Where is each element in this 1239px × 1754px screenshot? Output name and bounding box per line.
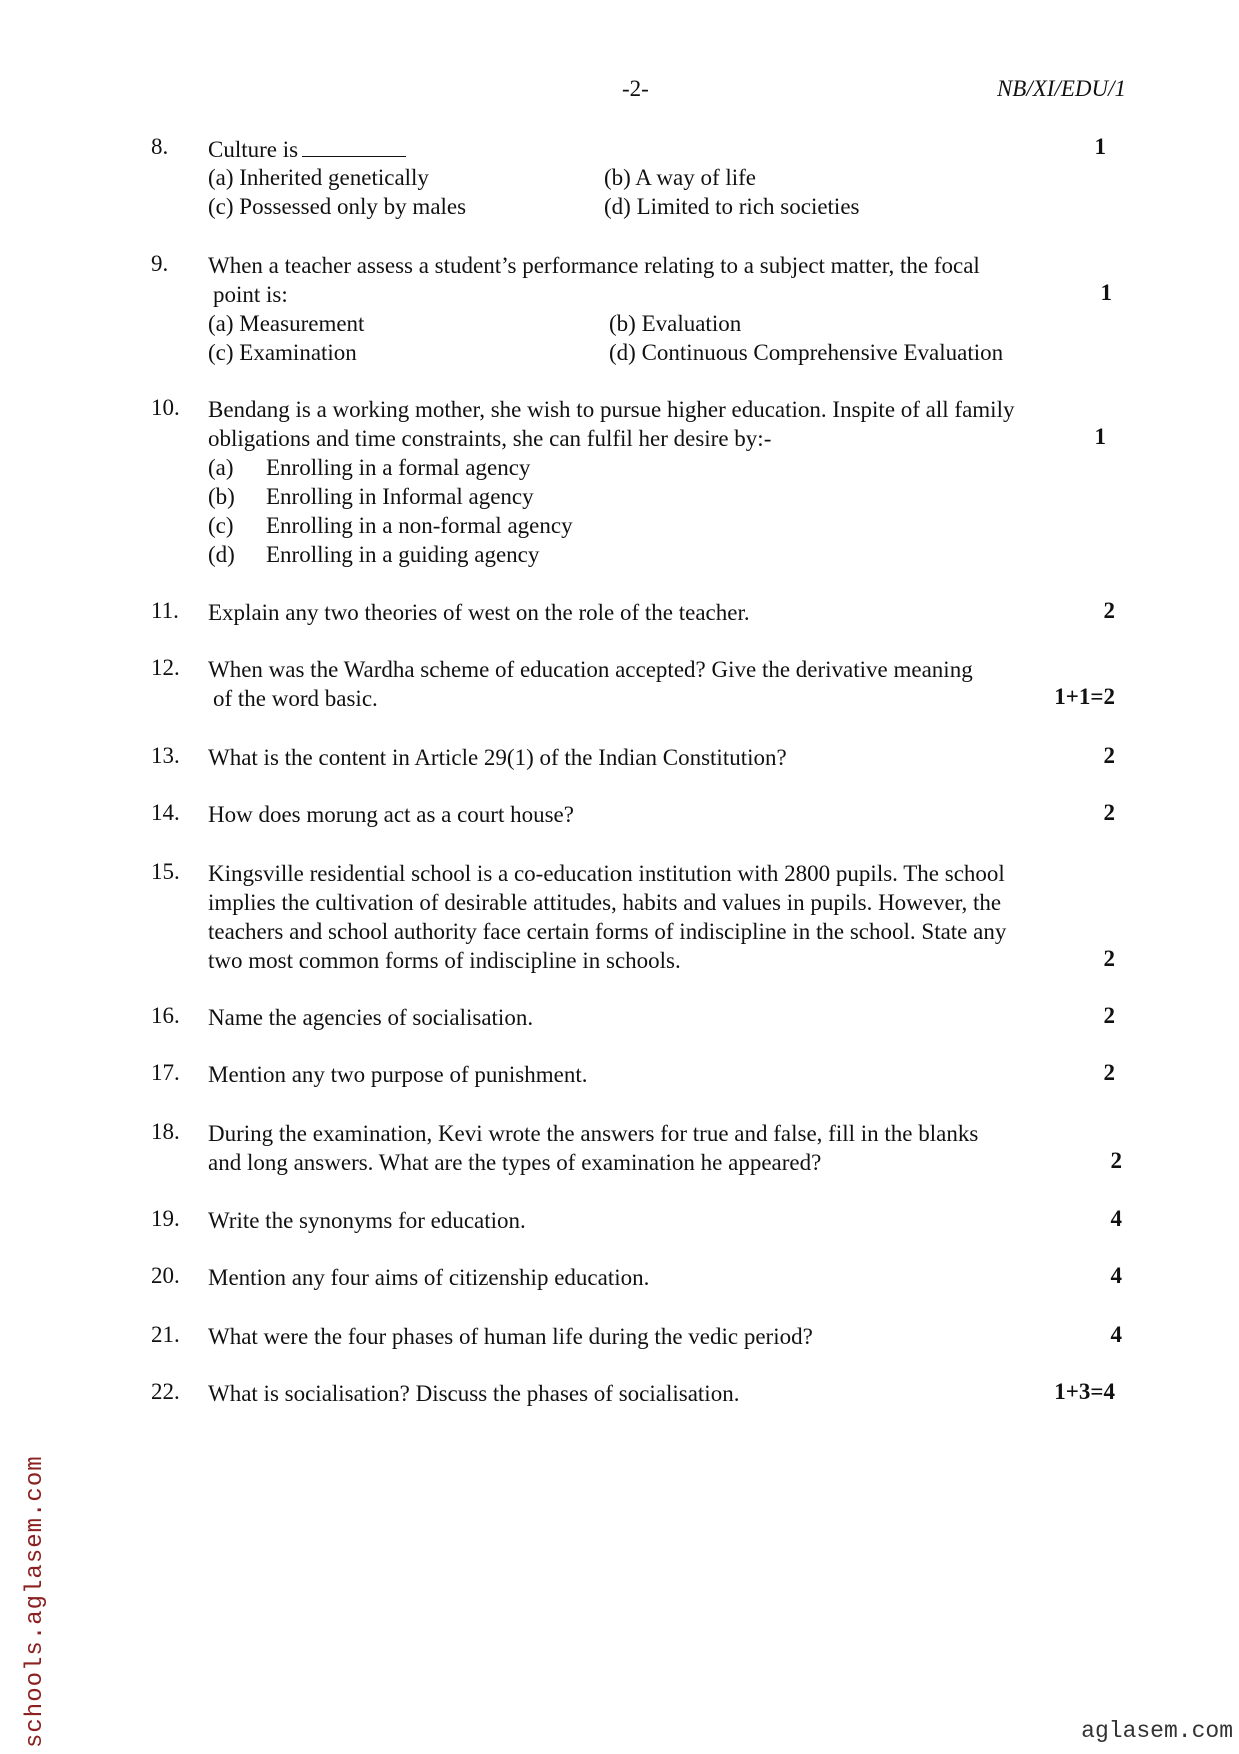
paper-code: NB/XI/EDU/1 — [996, 76, 1126, 101]
question-text: How does morung act as a court house? — [208, 802, 574, 827]
option-d — [208, 540, 539, 569]
question-stem: Culture is — [208, 137, 299, 162]
question-number: 22. — [151, 1379, 180, 1404]
option-a: (a) Inherited genetically — [208, 165, 429, 190]
question-number: 18. — [151, 1119, 180, 1144]
question-number: 20. — [151, 1263, 180, 1288]
option-d: (d) Limited to rich societies — [604, 194, 860, 219]
question-text: Explain any two theories of west on the role of the teacher. — [208, 600, 750, 625]
question-text-line: of the word basic. — [213, 686, 378, 711]
marks: 1 — [1094, 424, 1106, 449]
marks: 2 — [1103, 800, 1115, 825]
question-number: 21. — [151, 1322, 180, 1347]
question-text: Write the synonyms for education. — [208, 1208, 526, 1233]
question-text: Name the agencies of socialisation. — [208, 1005, 534, 1030]
question-text: Mention any two purpose of punishment. — [208, 1062, 588, 1087]
marks: 2 — [1103, 1060, 1115, 1085]
question-text: Mention any four aims of citizenship education. — [208, 1265, 650, 1290]
option-d: (d) Continuous Comprehensive Evaluation — [609, 340, 1004, 365]
marks: 1 — [1100, 280, 1112, 305]
question-number: 8. — [151, 134, 169, 159]
option-text: Enrolling in a guiding agency — [266, 542, 540, 567]
question-text-line: point is: — [213, 282, 288, 307]
question-text-line: obligations and time constraints, she can fulfil her desire by:- — [208, 426, 772, 451]
option-b: (b) Evaluation — [609, 311, 742, 336]
page-number: -2- — [622, 76, 649, 101]
marks: 2 — [1103, 946, 1115, 971]
option-a — [208, 453, 530, 482]
marks: 1+3=4 — [1054, 1379, 1115, 1404]
option-c: (c) Possessed only by males — [208, 194, 467, 219]
option-c — [208, 511, 573, 540]
question-number: 12. — [151, 655, 180, 680]
question-text-line: Kingsville residential school is a co-education institution with 2800 pupils. The school — [208, 861, 1005, 886]
side-watermark: schools.aglasem.com — [22, 1455, 49, 1748]
question-number: 14. — [151, 800, 180, 825]
question-text-line: When a teacher assess a student’s performance relating to a subject matter, the focal — [208, 253, 980, 278]
marks: 2 — [1103, 743, 1115, 768]
question-number: 17. — [151, 1060, 180, 1085]
question-text-line: Bendang is a working mother, she wish to pursue higher education. Inspite of all family — [208, 397, 1015, 422]
marks: 4 — [1110, 1322, 1122, 1347]
option-label: (b) — [208, 484, 235, 509]
question-text: What is socialisation? Discuss the phases of socialisation. — [208, 1381, 740, 1406]
question-text-line: When was the Wardha scheme of education accepted? Give the derivative meaning — [208, 657, 973, 682]
question-number: 15. — [151, 859, 180, 884]
option-label: (c) — [208, 513, 234, 538]
marks: 1+1=2 — [1054, 684, 1115, 709]
question-number: 11. — [151, 598, 179, 623]
question-text: What were the four phases of human life during the vedic period? — [208, 1324, 813, 1349]
fill-blank — [302, 134, 406, 157]
question-text-line: During the examination, Kevi wrote the answers for true and false, fill in the blanks — [208, 1121, 979, 1146]
question-text: What is the content in Article 29(1) of the Indian Constitution? — [208, 745, 787, 770]
marks: 4 — [1110, 1206, 1122, 1231]
question-text-line: two most common forms of indiscipline in schools. — [208, 948, 681, 973]
option-b — [208, 482, 534, 511]
question-number: 9. — [151, 251, 169, 276]
question-text-line: and long answers. What are the types of examination he appeared? — [208, 1150, 822, 1175]
question-number: 16. — [151, 1003, 180, 1028]
question-number: 10. — [151, 395, 180, 420]
option-c: (c) Examination — [208, 340, 357, 365]
option-label: (d) — [208, 542, 235, 567]
option-a: (a) Measurement — [208, 311, 365, 336]
footer-watermark: aglasem.com — [1081, 1718, 1233, 1744]
option-text: Enrolling in a formal agency — [266, 455, 531, 480]
question-text — [208, 134, 406, 164]
marks: 2 — [1110, 1148, 1122, 1173]
question-text-line: teachers and school authority face certain forms of indiscipline in the school. State any — [208, 919, 1007, 944]
marks: 2 — [1103, 1003, 1115, 1028]
question-number: 19. — [151, 1206, 180, 1231]
option-b: (b) A way of life — [604, 165, 757, 190]
marks: 2 — [1103, 598, 1115, 623]
option-text: Enrolling in a non-formal agency — [266, 513, 573, 538]
marks: 1 — [1094, 134, 1106, 159]
question-number: 13. — [151, 743, 180, 768]
option-label: (a) — [208, 455, 234, 480]
marks: 4 — [1110, 1263, 1122, 1288]
question-text-line: implies the cultivation of desirable attitudes, habits and values in pupils. However, the — [208, 890, 1002, 915]
option-text: Enrolling in Informal agency — [266, 484, 534, 509]
